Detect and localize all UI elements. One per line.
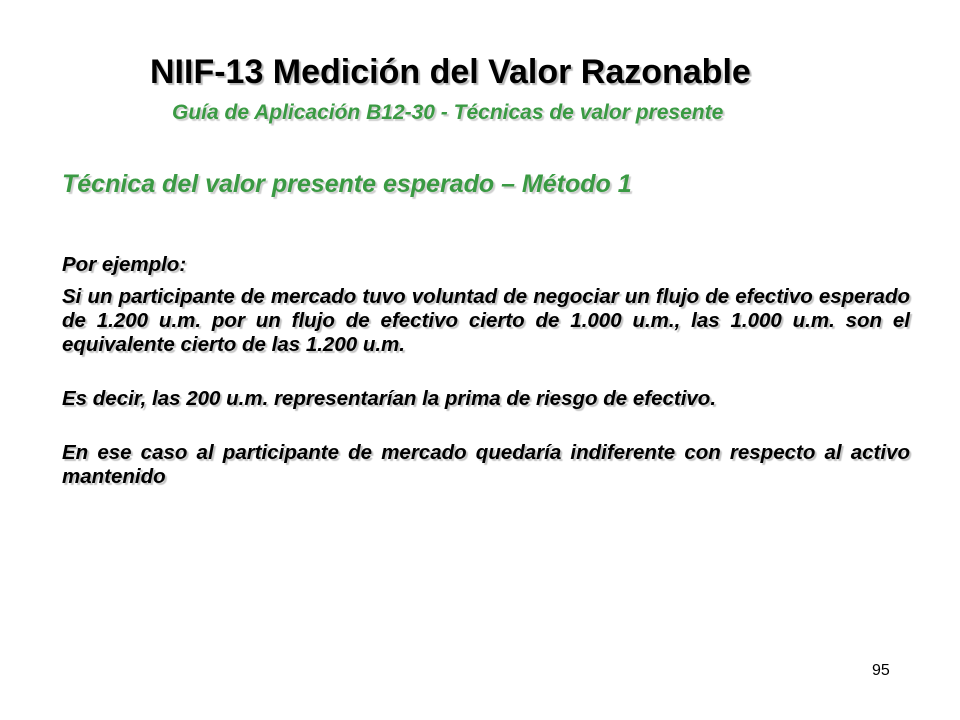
slide-title: NIIF-13 Medición del Valor Razonable [150, 53, 751, 91]
paragraph-risk-premium: Es decir, las 200 u.m. representarían la prima de riesgo de efectivo. [62, 387, 717, 410]
paragraph-example-label: Por ejemplo: [62, 253, 187, 276]
slide-body [62, 253, 910, 489]
page-number: 95 [872, 662, 890, 679]
method-heading: Técnica del valor presente esperado – Método 1 [62, 170, 632, 198]
paragraph-indifference: En ese caso al participante de mercado quedaría indiferente con respecto al activo mantenido [62, 441, 910, 488]
paragraph-example-detail: Si un participante de mercado tuvo voluntad de negociar un flujo de efectivo esperado de 1.200 u.m. por un flujo de efectivo cierto de 1.000 u.m., las 1.000 u.m. son el equivalente cierto de las 1.200 u.m. [62, 285, 910, 356]
slide-subtitle: Guía de Aplicación B12-30 - Técnicas de valor presente [172, 101, 724, 124]
